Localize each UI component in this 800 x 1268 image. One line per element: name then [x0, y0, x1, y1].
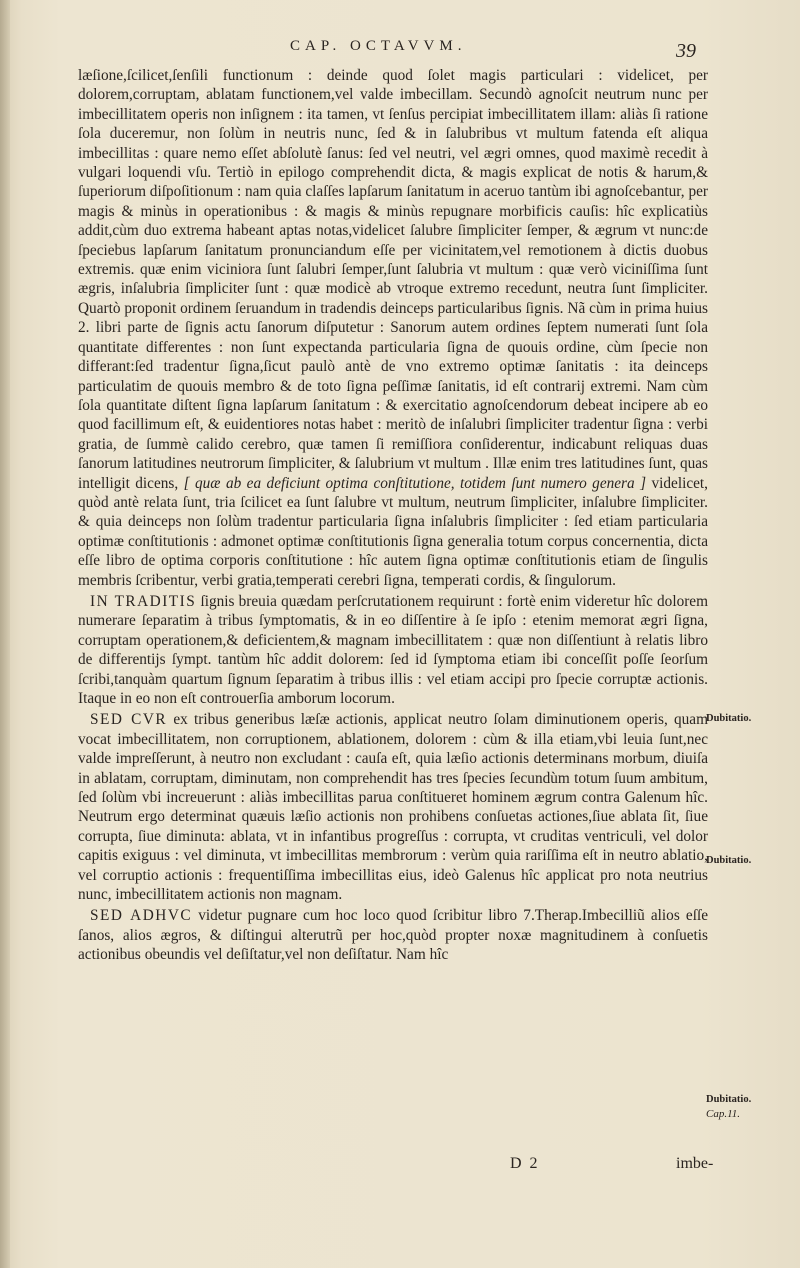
- paragraph-3-text: ex tribus generibus læſæ actionis, applicat neutro ſolam diminutionem operis, quam vocat imbecillitatem, non corruptionem, ablationem, dolorem : cùm & illa etiam,vbi leuia ſunt,nec valde impreſſerunt, à neutro non excludant : cauſa eſt, quia læſio actionis determinans morbum, diuiſa in ablatam, corruptam, diminutam, non comprehendit has tres ſpecies ſecundùm totum ſuum ambitum, ſed ſolùm vbi increuerunt : aliàs imbecillitas parua conſtitueret hominem ægrum contra Galenum hîc. Neutrum ergo determinat quæuis læſio actionis non prohibens conſuetas actiones,ſiue ablata ſit, ſiue corrupta, ſiue diminuta: ablata, vt in infantibus progreſſus : corrupta, vt cruditas ventriculi, vel dolor capitis exiguus : vel diminuta, vt imbecillitas membrorum : verùm quia rariſſima eſt in neutro ablatio, vel corruptio actionis : frequentiſſima imbecillitas eius, ideò Galenus hîc applicat pro nota neutrius nunc, imbecillitatem actionis non magnam.: [78, 711, 708, 904]
- paragraph-4-lead: SED ADHVC: [90, 907, 193, 925]
- page-header: [0, 36, 800, 66]
- paragraph-1-quote: [ quæ ab ea deficiunt optima conſtitutione, totidem ſunt numero genera ]: [183, 474, 647, 492]
- paragraph-2-lead: IN TRADITIS: [90, 592, 197, 610]
- paragraph-1-text: læſione,ſcilicet,ſenſili functionum : deinde quod ſolet magis particulari : videlicet, per dolorem,corruptam, ablatam functionem,vel valde imbecillam. Secundò agnoſcit neutrum nunc per imbecillitatem operis non inſignem : ita tamen, vt ſenſus percipiat imbecillitatem illam: aliàs ſi ratione ſola duceremur, non ſolùm in neutris nunc, ſed & in ſalubribus vt multum fatenda eſt aliqua imbecillitas : quare nemo eſſet abſolutè ſanus: ſed vel neutri, vel ægri omnes, quod maximè recedit à vulgari loquendi vſu. Tertiò in epilogo comprehendit dicta, & magis explicat de notis & harum,& ſuperiorum diſpoſitionum : nam quia claſſes lapſarum ſanitatum in aceruo tantùm ibi agnoſcebantur, per magis & minùs in operationibus : & magis & minùs repugnare morbificis cauſis: hîc explicatiùs addit,cùm duo extrema habeant aptas notas,videlicet ſalubre ſimpliciter ſemper, & ægrum vt nunc:de ſpeciebus lapſarum ſanitatum pronunciandum eſſe per vicinitatem,vel remotionem à dictis duobus extremis. quæ enim viciniora ſunt ſalubri ſemper,ſunt ſalubria vt multum : quæ verò viciniſſima ſunt ægris, inſalubria ſimpliciter ſunt : quæ modicè ab vtroque extremo recedunt, neutra ſunt ſimpliciter. Quartò proponit ordinem ſeruandum in tradendis deinceps particularibus ſignis. Nã cùm in prima huius 2. libri parte de ſignis actu ſanorum diſputetur : Sanorum autem ordines ſeptem numerati ſunt ſola quantitate differentes : non ſunt expectanda particularia ſigna de quouis ordine, cùm ſpecie non differant:ſed tradentur ſigna,ſicut paulò antè de vno extremo optimæ ſanitatis : ita deinceps particulatim de quouis membro & de toto ſigna peſſimæ ſanitatis, id eſt contrarij extremi. Nam cùm ſola quantitate diſtent ſigna lapſarum ſanitatum : & exercitatio agnoſcendorum debeat incipere ab eo quod facillimum eſt, & euidentiores notas habet : meritò de inſalubri ſimpliciter tradentur ſigna : verbi gratia, de ſummè calido cerebro, quæ tamen ſi remiſſiora conſiderentur, indicabunt reliquas duas ſanorum latitudines neutrorum ſimpliciter, & ſalubrium vt multum . Illæ enim tres latitudines ſunt, quas intelligit dicens,: [78, 67, 708, 492]
- signature-mark: D 2: [510, 1155, 540, 1172]
- paragraph-1: [78, 66, 708, 590]
- paragraph-2: [78, 592, 708, 708]
- paragraph-3: [78, 710, 708, 904]
- paragraph-2-text: ſignis breuia quædam perſcrutationem requirunt : fortè enim videretur hîc dolorem numerare ſeparatim à tribus ſymptomatis, & in eo diſſentire à ſe ipſo : etenim memorat ægri ſigna, corruptam operationem,& deficientem,& magnam imbecillitatem : quæ non diſſentiunt à relatis libro de differentijs ſympt. tantùm hîc addit dolorem: ſed id ſymptoma etiam ibi conceſſit poſſe ſeorſum ſcribi,tanquàm quartum ſignum ſeparatim à tribus illis : vel etiam accipi pro ſpecie corruptæ actionis. Itaque in eo non eſt controuerſia amborum locorum.: [78, 592, 708, 707]
- running-title: CAP. OCTAVVM.: [290, 38, 467, 54]
- margin-note-2-label: Dubitatio.: [706, 855, 752, 866]
- margin-note-3: [706, 1093, 751, 1121]
- catchword: imbe-: [676, 1155, 714, 1172]
- margin-notes: [706, 0, 798, 1268]
- paragraph-3-lead: SED CVR: [90, 711, 168, 729]
- paragraph-4-text: videtur pugnare cum hoc loco quod ſcribitur libro 7.Therap.Imbecilliũ alios eſſe ſanos, alios ægros, & diſtingui alterutrũ per hoc,quòd propter noxæ magnitudinem à conſuetis actionibus obeundis vel deſiſtatur,vel non deſiſtatur. Nam hîc: [78, 907, 708, 964]
- page-gutter: [0, 0, 10, 1268]
- main-text: [78, 66, 708, 965]
- margin-note-1-label: Dubitatio.: [706, 713, 752, 724]
- margin-note-2: [706, 854, 751, 868]
- paragraph-1-after: videlicet, quòd antè relata ſunt, tria ſcilicet ea ſunt ſalubre vt multum, neutrum ſimpliciter, inſalubre ſimpliciter. & quia deinceps non ſolùm tradentur particularia ſigna inſalubris ſimpliciter : ſed etiam particularia optimæ conſtitutionis : admonet optimæ conſtitutionis ſigna generalia totum corpus concernentia, dicta eſſe libro de optima corporis conſtitutione : hîc autem ſigna optimæ conſtitutionis etiam de ſingulis membris ſcribentur, verbi gratia,temperati cerebri ſigna, temperati cordis, & ſingulorum.: [78, 474, 708, 589]
- margin-note-3-sub: Cap.11.: [706, 1108, 741, 1120]
- margin-note-1: [706, 712, 751, 726]
- page-number: 39: [676, 40, 696, 62]
- margin-note-3-label: Dubitatio.: [706, 1094, 752, 1105]
- paragraph-4: [78, 906, 708, 964]
